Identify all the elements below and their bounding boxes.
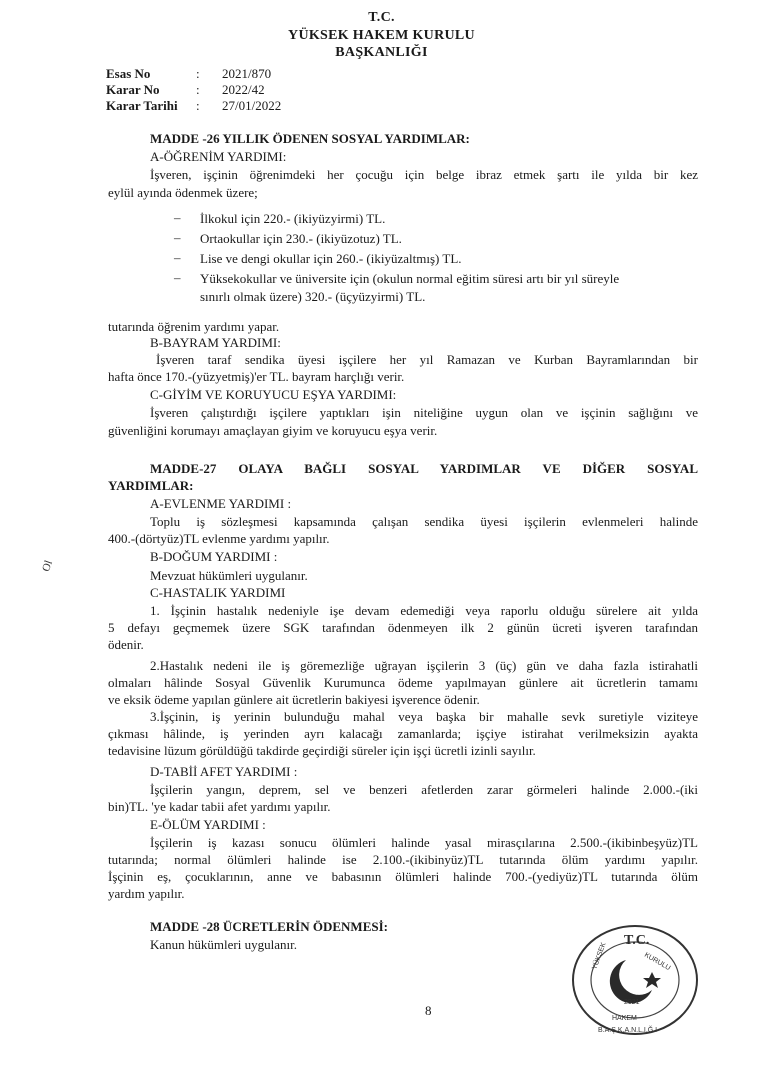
paragraph-line: tedavisine lüzum görüldüğü takdirde geçirdiği süreler için işçi ücretli izinli sayılır.	[108, 743, 536, 758]
section-c-title: C-HASTALIK YARDIMI	[150, 585, 286, 600]
list-bullet: –	[174, 250, 181, 265]
meta-karar: Karar No : 2022/42	[106, 82, 265, 97]
paragraph-line: 400.-(dörtyüz)TL evlenme yardımı yapılır.	[108, 531, 330, 546]
list-item: Yüksekokullar ve üniversite için (okulun normal eğitim süresi artı bir yıl süreyle	[200, 271, 620, 286]
official-seal-stamp	[568, 916, 702, 1038]
section-c-title: C-GİYİM VE KORUYUCU EŞYA YARDIMI:	[150, 387, 397, 402]
list-bullet: –	[174, 230, 181, 245]
section-a-title: A-EVLENME YARDIMI :	[150, 496, 292, 511]
svg-text:KURULU: KURULU	[643, 951, 672, 973]
paragraph-line: eylül ayında ödenmek üzere;	[108, 185, 258, 200]
paragraph-line: Toplu iş sözleşmesi kapsamında çalışan sendika üyesi işçilerin evlenmeleri halinde	[150, 514, 698, 529]
meta-esas: Esas No : 2021/870	[106, 66, 272, 81]
svg-text:B.A.Ş.K.A.N.L.I.Ğ.I: B.A.Ş.K.A.N.L.I.Ğ.I	[598, 1027, 658, 1034]
paragraph-line: bin)TL. 'ye kadar tabii afet yardımı yapılır.	[108, 799, 331, 814]
star-icon	[643, 972, 661, 988]
section-a-title: A-ÖĞRENİM YARDIMI:	[150, 149, 287, 164]
paragraph-line: 5 defayı geçmemek üzere SGK tarafından ödenmeyen ilk 2 günün ücreti işveren tarafından	[108, 620, 698, 635]
paragraph-line: İşveren taraf sendika üyesi işçilere her yıl Ramazan ve Kurban Bayramlarından bir	[156, 352, 698, 367]
header-institution: YÜKSEK HAKEM KURULU	[288, 28, 475, 43]
paragraph-line: Mevzuat hükümleri uygulanır.	[150, 568, 308, 583]
paragraph-line: ve eksik ödeme yapılan günlere ait ücretlerin bakiyesi işverence ödenir.	[108, 692, 480, 707]
paragraph-line: İşveren, işçinin öğrenimdeki her çocuğu için belge ibraz etmek şartı ile yılda bir kez	[150, 167, 698, 182]
svg-text:YÜKSEK: YÜKSEK	[591, 941, 608, 971]
list-bullet: –	[174, 210, 181, 225]
svg-text:2921: 2921	[624, 999, 640, 1006]
paragraph-line: Kanun hükümleri uygulanır.	[150, 937, 297, 952]
paragraph-line: çıkması hâlinde, iş yerinden ayrı kalacağı zamanlarda; işçiye istirahat verilmeksizin ayakta	[108, 726, 698, 741]
header-tc: T.C.	[368, 10, 395, 25]
handwritten-margin-mark: Ol	[39, 558, 56, 574]
article-27-title-cont: YARDIMLAR:	[108, 478, 194, 493]
list-item-continuation: sınırlı olmak üzere) 320.- (üçyüzyirmi) TL.	[200, 289, 426, 304]
paragraph-line: İşçilerin iş kazası sonucu ölümleri halinde yasal mirasçılarına 2.500.-(ikibinbeşyüz)TL	[150, 835, 698, 850]
paragraph-line: İşveren çalıştırdığı işçilere yaptıkları işin niteliğine uygun olan ve işçinin sağlığını ve	[150, 405, 698, 420]
section-e-title: E-ÖLÜM YARDIMI :	[150, 817, 266, 832]
page-number: 8	[425, 1003, 432, 1018]
article-28-title: MADDE -28 ÜCRETLERİN ÖDENMESİ:	[150, 919, 388, 934]
meta-karar-tarihi: Karar Tarihi : 27/01/2022	[106, 98, 282, 113]
paragraph-line: tutarında öğrenim yardımı yapar.	[108, 319, 280, 334]
paragraph-line: tutarında; normal ölümleri halinde ise 2.100.-(ikibinyüz)TL tutarında ölüm yardımı yapılır.	[108, 852, 698, 867]
paragraph-line: ödenir.	[108, 637, 144, 652]
section-b-title: B-DOĞUM YARDIMI :	[150, 549, 278, 564]
section-d-title: D-TABİİ AFET YARDIMI :	[150, 764, 298, 779]
paragraph-line: 1. İşçinin hastalık nedeniyle işe devam edemediği veya raporlu olduğu sürelere ait yılda	[150, 603, 698, 618]
header-presidency: BAŞKANLIĞI	[335, 45, 428, 60]
list-item: Lise ve dengi okullar için 260.- (ikiyüzaltmış) TL.	[200, 251, 462, 266]
svg-text:HAKEM: HAKEM	[612, 1015, 637, 1022]
paragraph-line: hafta önce 170.-(yüzyetmiş)'er TL. bayram harçlığı verir.	[108, 369, 405, 384]
paragraph-line: güvenliğini korumayı amaçlayan giyim ve koruyucu eşya verir.	[108, 423, 438, 438]
article-27-title: MADDE-27 OLAYA BAĞLI SOSYAL YARDIMLAR VE DİĞER SOSYAL	[150, 461, 698, 476]
section-b-title: B-BAYRAM YARDIMI:	[150, 335, 281, 350]
list-item: Ortaokullar için 230.- (ikiyüzotuz) TL.	[200, 231, 402, 246]
list-item: İlkokul için 220.- (ikiyüzyirmi) TL.	[200, 211, 386, 226]
article-26-title: MADDE -26 YILLIK ÖDENEN SOSYAL YARDIMLAR:	[150, 131, 470, 146]
paragraph-line: 3.İşçinin, iş yerinin bulunduğu mahal veya başka bir mahalle sevk suretiyle viziteye	[150, 709, 698, 724]
paragraph-line: olmaları hâlinde Sosyal Güvenlik Kurumunca ödeme yapılmayan günlere ait ücretlerin tamamı	[108, 675, 698, 690]
paragraph-line: İşçilerin yangın, deprem, sel ve benzeri afetlerden zarar görmeleri halinde 2.000.-(iki	[150, 782, 698, 797]
svg-text:T.C.: T.C.	[624, 933, 650, 948]
paragraph-line: yardım yapılır.	[108, 886, 185, 901]
crescent-icon	[610, 960, 652, 1003]
paragraph-line: 2.Hastalık nedeni ile iş göremezliğe uğrayan işçilerin 3 (üç) gün ve daha fazla istirahatli	[150, 658, 698, 673]
list-bullet: –	[174, 270, 181, 285]
paragraph-line: İşçinin eş, çocuklarının, anne ve babasının ölümleri halinde 700.-(yediyüz)TL tutarında ölüm	[108, 869, 698, 884]
